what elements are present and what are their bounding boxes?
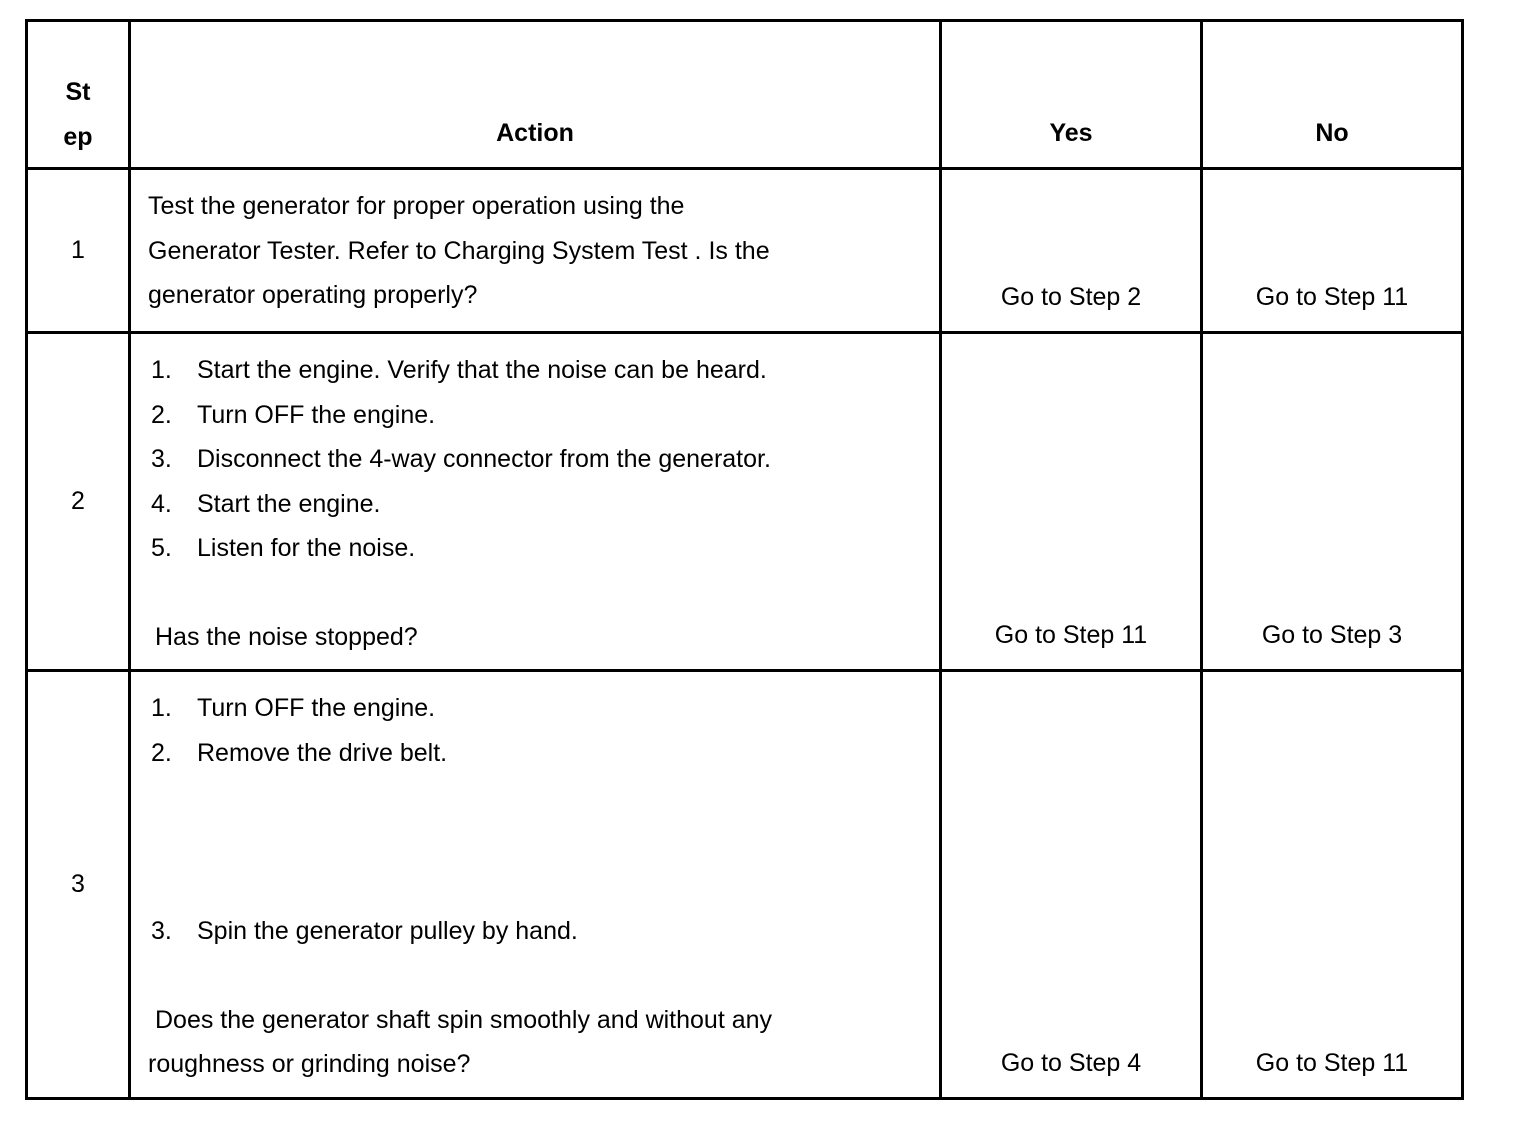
header-step-line2: ep [63,122,93,151]
action-steps-list [148,348,921,571]
list-item-text: Remove the drive belt. [197,738,448,767]
header-action: Action [130,21,941,169]
list-item-text: Turn OFF the engine. [197,400,436,429]
list-item-number: 2. [151,738,172,767]
list-item [148,909,921,954]
yes-cell [941,169,1202,333]
list-item-gap [148,775,921,909]
list-item-text: Listen for the noise. [197,534,416,562]
header-no: No [1202,21,1463,169]
no-link[interactable]: Go to Step 11 [1255,1048,1409,1077]
action-text-line: Generator Tester. Refer to Charging System Test . Is the [148,236,770,265]
yes-link[interactable]: Go to Step 4 [1000,1048,1142,1077]
diagnostic-table [25,19,1464,1100]
action-text-line: Test the generator for proper operation using the [148,192,685,220]
list-item [148,482,921,527]
list-item-text: Start the engine. Verify that the noise can be heard. [197,356,767,384]
header-step [27,21,130,169]
action-steps-list [148,686,921,954]
list-item [148,686,921,731]
list-item-number: 4. [151,489,172,518]
list-item-text: Start the engine. [197,489,381,518]
yes-link[interactable]: Go to Step 11 [994,620,1148,649]
list-item-number: 1. [151,694,172,722]
header-step-line1: St [65,78,91,106]
table-row [27,169,1463,333]
yes-cell [941,671,1202,1099]
action-question: Has the noise stopped? [155,622,418,651]
list-item [148,393,921,438]
header-yes: Yes [941,21,1202,169]
table-row [27,671,1463,1099]
no-cell [1202,169,1463,333]
step-number: 2 [27,333,130,671]
no-link[interactable]: Go to Step 11 [1255,282,1409,311]
action-question: Does the generator shaft spin smoothly and without any [155,1005,773,1034]
table-row [27,333,1463,671]
list-item-text: Disconnect the 4-way connector from the generator. [197,445,771,473]
action-text-line: generator operating properly? [148,281,478,309]
list-item-text: Spin the generator pulley by hand. [197,917,578,945]
list-item-number: 3. [151,445,172,473]
list-item [148,348,921,393]
list-item [148,437,921,482]
yes-link[interactable]: Go to Step 2 [1000,282,1142,311]
list-item [148,731,921,776]
action-cell [130,333,941,671]
action-cell [130,671,941,1099]
no-link[interactable]: Go to Step 3 [1261,620,1403,649]
no-cell [1202,333,1463,671]
step-number: 1 [27,169,130,333]
yes-cell [941,333,1202,671]
list-item-number: 1. [151,356,172,384]
list-item-text: Turn OFF the engine. [197,694,436,722]
no-cell [1202,671,1463,1099]
action-cell [130,169,941,333]
action-question: roughness or grinding noise? [148,1050,471,1078]
list-item-number: 5. [151,534,172,562]
header-row [27,21,1463,169]
step-number: 3 [27,671,130,1099]
list-item-number: 3. [151,917,172,945]
list-item [148,526,921,571]
list-item-number: 2. [151,400,172,429]
